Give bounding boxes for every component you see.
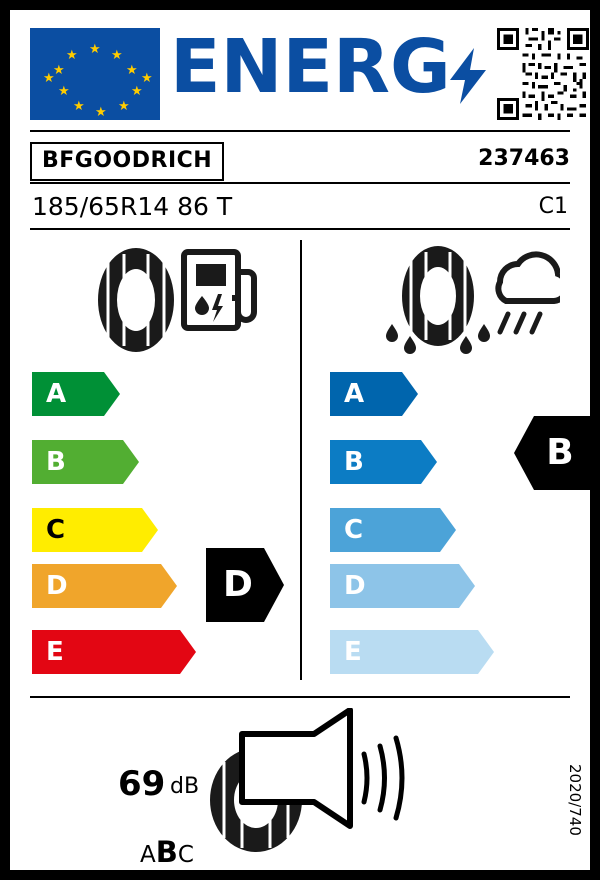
noise-class-b: B — [155, 835, 178, 869]
eu-flag-icon: ★ ★ ★ ★ ★ ★ ★ ★ ★ ★ ★ ★ — [30, 28, 160, 120]
noise-class-c: C — [177, 842, 194, 868]
qr-code-icon — [497, 28, 589, 120]
noise-unit: dB — [170, 774, 200, 799]
noise-value: 69 — [118, 764, 166, 804]
grade-letter: E — [344, 637, 362, 667]
noise-pictogram — [194, 708, 424, 856]
tyre-icon — [98, 248, 174, 352]
wet-grade-c — [330, 508, 456, 552]
grade-letter: A — [46, 379, 67, 409]
wet-grade-e — [330, 630, 494, 674]
fuel-grade-d — [32, 564, 177, 608]
tyre-class: C1 — [538, 194, 568, 219]
grade-letter: D — [344, 571, 366, 601]
noise-section — [30, 700, 570, 869]
grade-letter: B — [344, 447, 364, 477]
grade-letter: E — [46, 637, 64, 667]
grade-letter: C — [344, 515, 364, 545]
tyre-icon — [386, 246, 490, 354]
fuel-grade-c — [32, 508, 158, 552]
label-code: 237463 — [478, 146, 570, 171]
wet-grade-d — [330, 564, 475, 608]
divider-top — [30, 130, 570, 132]
page-title: ENERG — [170, 24, 451, 110]
wet-result-letter: B — [546, 432, 574, 473]
fuel-efficiency-result — [206, 548, 284, 622]
wet-grade-a — [330, 372, 418, 416]
sound-waves-icon — [364, 738, 402, 818]
divider-size — [30, 228, 570, 230]
fuel-efficiency-pictogram — [80, 238, 260, 358]
wet-grade-b — [330, 440, 437, 484]
rain-cloud-icon — [498, 254, 560, 332]
grade-letter: B — [46, 447, 66, 477]
wet-grip-pictogram — [380, 238, 560, 358]
fuel-grade-b — [32, 440, 139, 484]
tyre-energy-label — [10, 10, 590, 870]
fuel-pump-icon — [184, 252, 254, 328]
noise-class — [140, 835, 194, 869]
fuel-grade-e — [32, 630, 196, 674]
fuel-grade-a — [32, 372, 120, 416]
divider-vertical — [300, 240, 302, 680]
wet-grip-result — [514, 416, 592, 490]
lightning-bolt-icon — [448, 48, 488, 104]
divider-noise — [30, 696, 570, 698]
grade-letter: A — [344, 379, 365, 409]
label-header — [30, 24, 570, 120]
divider-brand — [30, 182, 570, 184]
grade-letter: C — [46, 515, 66, 545]
fuel-result-letter: D — [223, 564, 253, 605]
tyre-size: 185/65R14 86 T — [32, 192, 233, 221]
brand-name: BFGOODRICH — [30, 142, 224, 181]
grade-letter: D — [46, 571, 68, 601]
noise-class-a: A — [140, 842, 156, 868]
regulation-code: 2020/740 — [566, 764, 584, 836]
